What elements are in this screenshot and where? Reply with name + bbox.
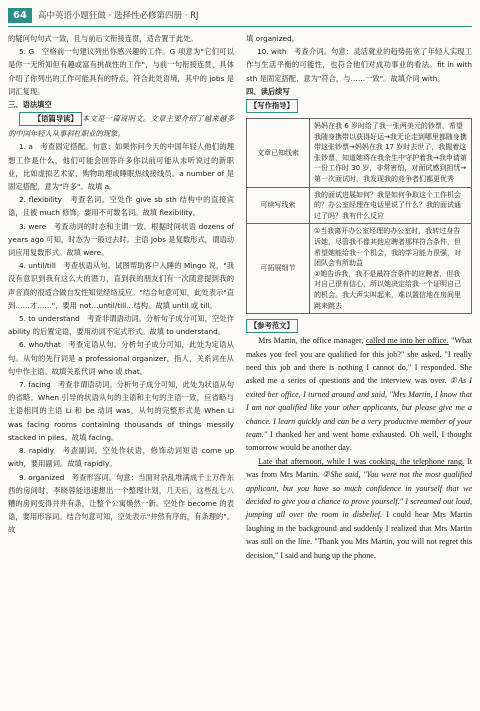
essay-italic-sentence: ②She said, "You were not the most qualified applicant, but you have so much confidence in yourself that we decided to give you a chance to prove yourself." I screamed out loud, jumping all over the room in disbelief. [246, 470, 472, 520]
reference-essay-label: 【参考范文】 [246, 319, 298, 333]
table-row [247, 119, 472, 188]
answer-continuation: 的疑问句句式一致，且与前后文衔接连贯，适合置于此处。 [8, 34, 198, 43]
right-column [246, 32, 472, 562]
essay-text: "What makes you feel you are qualified for this job?" she asked. "I really need this job and there is nothing I cannot do," I responded. She asked me a series of questions and the interview was over. [246, 336, 472, 386]
grammar-item-7: 7. facing 考查非谓语动词。分析句子成分可知，此处为状语从句的省略。When 引导的状语从句的主语和主句的主语一致，应省略与主语相同的主语 Li 和 be 动词 was，从句的完整形式是 When Li was facing rooms containing thousands of things messily stacked in piles。故填 facing。 [8, 380, 234, 442]
grammar-item-8: 8. rapidly 考查副词。空处作状语，修饰动词短语 come up with，要用副词。故填 rapidly。 [8, 446, 234, 469]
writing-guide-label: 【写作指导】 [246, 99, 298, 113]
table-row-content: ①当我离开办公室经理的办公室时，我转过身告诉她，尽管我不像其他应聘者那样符合条件，但希望她能给我一个机会，我的学习能力很强，对团队会有所助益 ②她告诉我，我不是最符合条件的应聘者，但我对自己很有信心，所以她决定给我一个证明自己的机会。我大声尖叫起来，难以置信地在房间里跳来跳去 [310, 224, 472, 314]
book-title: 高中英语小题狂做 · 选择性必修第四册 · RJ [37, 11, 199, 21]
grammar-item-4: 4. until/till 考查状语从句。试图帮助客户入睡的 Mingo 说，"我没有意识到我有这么大的潜力，直到我的朋友们有一次随意提到我的声音真的很适合做自发性知觉经络反应。"结合句意可知，此处表示"直到……才……"，要用 not…until/till…结构。故填 until 或 till。 [8, 261, 234, 310]
answer-item-5g: 5. G 空格前一句建议列出你感兴趣的工作。G 项意为"它们可以是你一无所知但有趣或富有挑战性的工作"，与前一句衔接连贯，具体介绍了你列出的工作可能具有的特点，符合此处语境，其中的 jobs 是词汇复现。 [8, 47, 234, 96]
writing-guide-table [246, 118, 472, 314]
table-row-label: 可拓展细节 [247, 224, 310, 314]
passage-guide-text: 本文是一篇说明文。文章主要介绍了越来越多的中国年轻人从事斜杠职业的现象。 [8, 114, 234, 139]
table-row-label: 文章已知线索 [247, 119, 310, 188]
section-heading-grammar: 三、语法填空 [8, 100, 52, 110]
essay-text: Mrs Martin, the office manager, [258, 336, 366, 346]
left-column [8, 32, 234, 537]
reference-essay [246, 334, 472, 562]
table-row-content: 妈妈在我 6 岁时给了我一张两美元的钞票，希望我随身携带以获得好运→我无论走到哪里都随身携带这张钞票→妈妈在我 17 岁时去世了，我握着这张钞票，知道她将在我余生中守护着我→我申请第一份工作时 30 岁，非常害怕，对面试感到担忧→第一次面试时，我发现我的竞争者们都更优秀 [310, 119, 472, 188]
grammar-item-5: 5. to understand 考查非谓语动词。分析句子成分可知，空处作 ability 的后置定语，要用动词不定式形式。故填 to understand。 [8, 314, 234, 337]
table-row [247, 224, 472, 314]
grammar-item-2: 2. flexibility 考查名词。空处作 give sb sth 结构中的直接宾语，且被 much 修饰，要用不可数名词。故填 flexibility。 [8, 195, 234, 218]
passage-guide [8, 111, 234, 140]
grammar-item-9: 9. organized 考查形容词。句意：当面对杂乱堆满成千上万件东西的房间时，李晓蓉能迅速想出一个整理计划，几天后，这些乱七八糟的房间变得井井有条，让整个公寓焕然一新。空处作 become 的表语，要用形容词。结合句意可知，空处表示"井然有序的，有条理的"。故 [8, 472, 234, 535]
page-header [8, 4, 472, 27]
section-heading-continuation-writing: 四、读后续写 [246, 86, 290, 96]
grammar-item-1: 1. a 考查固定搭配。句意：如果你问今天的中国年轻人他们的理想工作是什么，他们可能会回答许多你以前可能从未听说过的新职业，比如虚拟艺术家、购物助理或睡眠热线接线员。a number of 是固定搭配，意为"许多"。故填 a。 [8, 142, 234, 192]
grammar-item-3: 3. were 考查动词的时态和主谓一致。根据时间状语 dozens of years ago 可知，时态为一般过去时。主语 Jobs 是复数形式，谓语动词应用复数形式。故填 were。 [8, 221, 234, 258]
answer-continuation: 填 organized。 [246, 34, 299, 43]
passage-guide-label: 【语篇导读】 [19, 112, 82, 126]
essay-paragraph-1 [246, 334, 472, 455]
table-row [247, 187, 472, 224]
grammar-item-10: 10. with 考查介词。句意：灵活就业的趋势拓宽了年轻人实现工作与生活平衡的可能性，也符合他们对成功事业的看法。fit in with sth 是固定搭配，意为"符合，与……一致"。故填介词 with。 [246, 47, 472, 83]
essay-paragraph-2 [246, 455, 472, 562]
essay-underlined-text: Late that afternoon, while I was cooking, the telephone rang. [258, 456, 465, 466]
essay-text: It was from Mrs Martin. [246, 456, 472, 480]
essay-text: I thanked her and went home exhausted. Oh well, I thought tomorrow would be another day. [246, 429, 472, 453]
grammar-item-6: 6. who/that 考查定语从句。分析句子成分可知，此处为定语从句。从句的先行词是 a professional organizer，指人，关系词在从句中作主语。故填关系代词 who 或 that。 [8, 340, 234, 376]
essay-text: I could hear Mrs Martin laughing in the background and suddenly I realized that Mrs Martin was still on the line. "Thank you Mrs Martin, you will not regret this decision," I said and hung up the phone. [246, 510, 473, 560]
table-row-content: 我的面试进展如何？我是如何争取这个工作机会的？办公室经理在电话里说了什么？我的面试通过了吗？我有什么反应 [310, 187, 472, 224]
table-row-label: 可续写线索 [247, 187, 310, 224]
essay-underlined-text: called me into her office. [365, 336, 449, 346]
page-number: 64 [8, 8, 32, 23]
essay-italic-sentence: ①As I exited her office, I turned around and said, "Mrs Martin, I know that I am not qualified like your other applicants, but please give me a chance. I learn quickly and can be a very productive member of your team." [246, 376, 472, 439]
